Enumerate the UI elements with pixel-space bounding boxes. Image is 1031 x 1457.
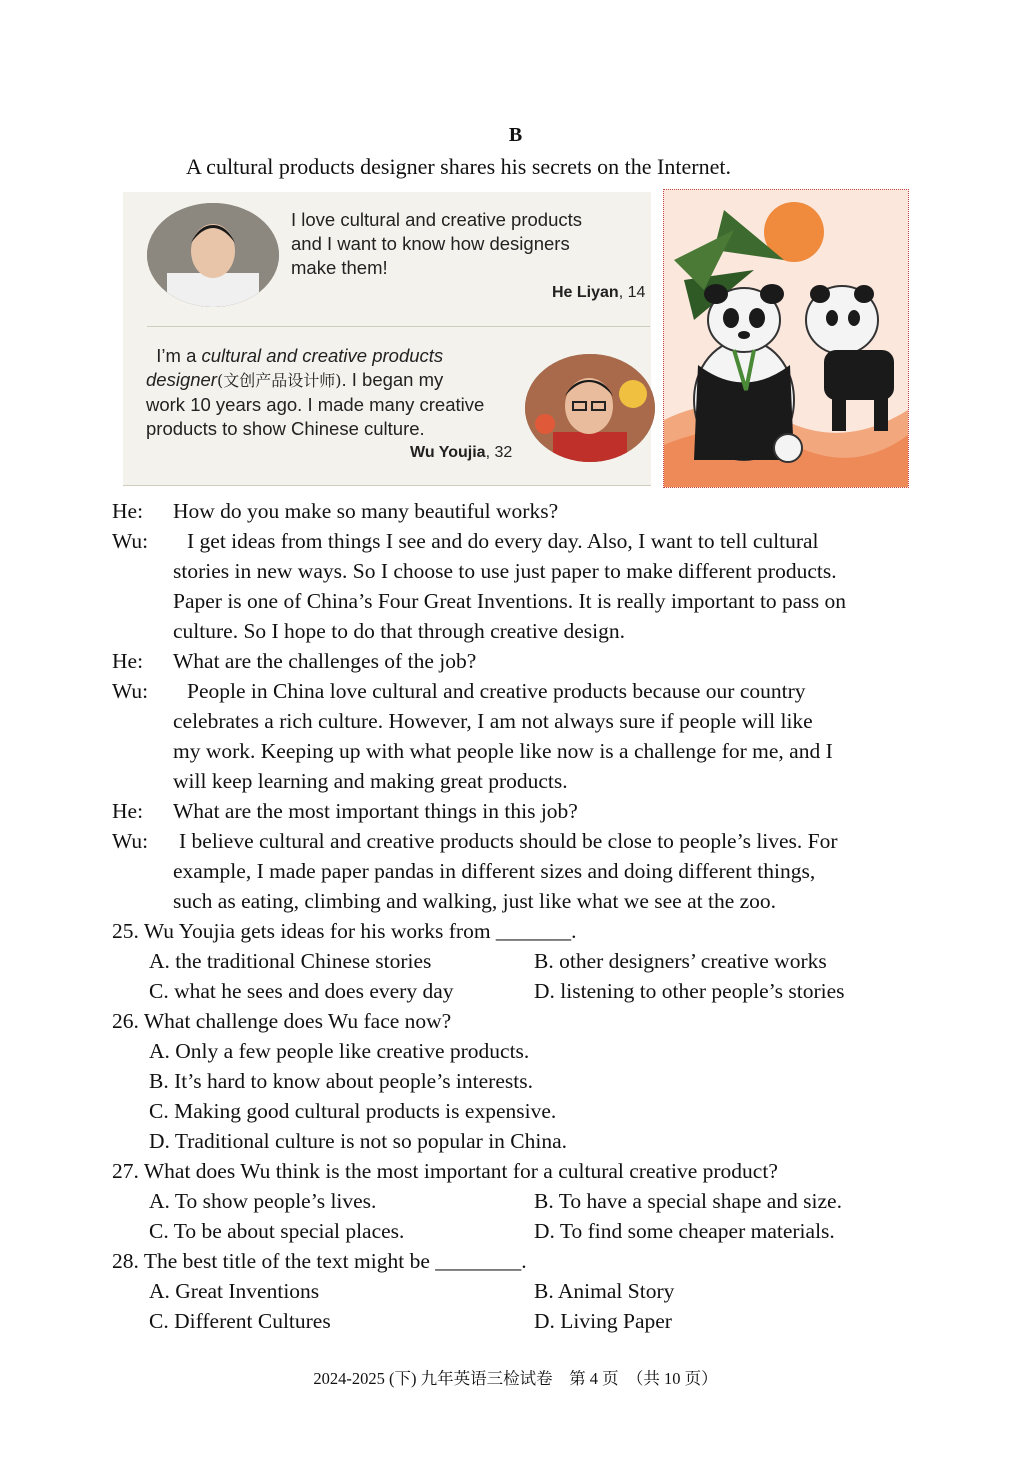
question-25-option-c: C. what he sees and does every day bbox=[149, 979, 454, 1003]
question-28-stem: 28. The best title of the text might be ________. bbox=[112, 1249, 527, 1273]
question-27-option-d: D. To find some cheaper materials. bbox=[534, 1219, 835, 1243]
question-26-option-c: C. Making good cultural products is expensive. bbox=[149, 1099, 557, 1123]
wu-quote-line-2: designer(文创产品设计师). I began my bbox=[146, 369, 444, 390]
question-25-option-a: A. the traditional Chinese stories bbox=[149, 949, 432, 973]
wu-age: , 32 bbox=[485, 444, 513, 461]
wu-youjia-photo bbox=[525, 354, 655, 462]
question-26-option-a: A. Only a few people like creative products. bbox=[149, 1039, 530, 1063]
wu-name: Wu Youjia bbox=[410, 444, 486, 461]
dialogue-wu-2: Wu: People in China love cultural and creative products because our country celebrates a rich culture. However, I am not always sure if people will like my work. Keeping up with what people like now is a challenge for me, and I will keep learning and making great products. bbox=[112, 679, 833, 793]
question-28-option-c: C. Different Cultures bbox=[149, 1309, 331, 1333]
he-liyan-photo bbox=[147, 203, 279, 307]
question-27-option-b: B. To have a special shape and size. bbox=[534, 1189, 842, 1213]
card-bottom-rule bbox=[123, 485, 651, 486]
intro-sentence: A cultural products designer shares his secrets on the Internet. bbox=[186, 154, 731, 179]
question-26-option-d: D. Traditional culture is not so popular in China. bbox=[149, 1129, 568, 1153]
question-25-option-b: B. other designers’ creative works bbox=[534, 949, 827, 973]
he-quote-line-2: and I want to know how designers bbox=[291, 233, 570, 254]
wu-quote-line-3: work 10 years ago. I made many creative bbox=[146, 394, 485, 415]
question-27-option-a: A. To show people’s lives. bbox=[149, 1189, 377, 1213]
he-signature bbox=[552, 284, 645, 302]
wu-signature bbox=[410, 444, 512, 462]
question-27-option-c: C. To be about special places. bbox=[149, 1219, 405, 1243]
he-quote-line-1: I love cultural and creative products bbox=[291, 209, 583, 230]
question-28-option-a: A. Great Inventions bbox=[149, 1279, 320, 1303]
wu-quote-line-4: products to show Chinese culture. bbox=[146, 418, 425, 439]
he-age: , 14 bbox=[618, 284, 646, 301]
dialogue-wu-1: Wu: I get ideas from things I see and do every day. Also, I want to tell cultural stories in new ways. So I choose to use just paper to make different products. Paper is one of China’s Four Great Inventions. It is really important to pass on culture. So I hope to do that through creative design. bbox=[112, 529, 846, 643]
paper-panda-picture bbox=[663, 189, 909, 488]
he-name: He Liyan bbox=[552, 284, 619, 301]
question-26-option-b: B. It’s hard to know about people’s interests. bbox=[149, 1069, 533, 1093]
question-25-option-d: D. listening to other people’s stories bbox=[534, 979, 845, 1003]
page-footer: 2024-2025 (下) 九年英语三检试卷 第 4 页 （共 10 页） bbox=[313, 1369, 718, 1388]
question-25-stem: 25. Wu Youjia gets ideas for his works from _______. bbox=[112, 919, 577, 943]
question-26-stem: 26. What challenge does Wu face now? bbox=[112, 1009, 452, 1033]
question-27-stem: 27. What does Wu think is the most important for a cultural creative product? bbox=[112, 1159, 778, 1183]
wu-quote-line-1: I’m a cultural and creative products bbox=[156, 345, 444, 366]
question-28-option-b: B. Animal Story bbox=[534, 1279, 675, 1303]
he-quote-line-3: make them! bbox=[291, 257, 388, 278]
dialogue-wu-3: Wu: I believe cultural and creative products should be close to people’s lives. For example, I made paper pandas in different sizes and doing different things, such as eating, climbing and walking, just like what we see at the zoo. bbox=[112, 829, 838, 913]
section-label: B bbox=[508, 124, 523, 146]
question-28-option-d: D. Living Paper bbox=[534, 1309, 672, 1333]
card-divider bbox=[147, 326, 650, 327]
